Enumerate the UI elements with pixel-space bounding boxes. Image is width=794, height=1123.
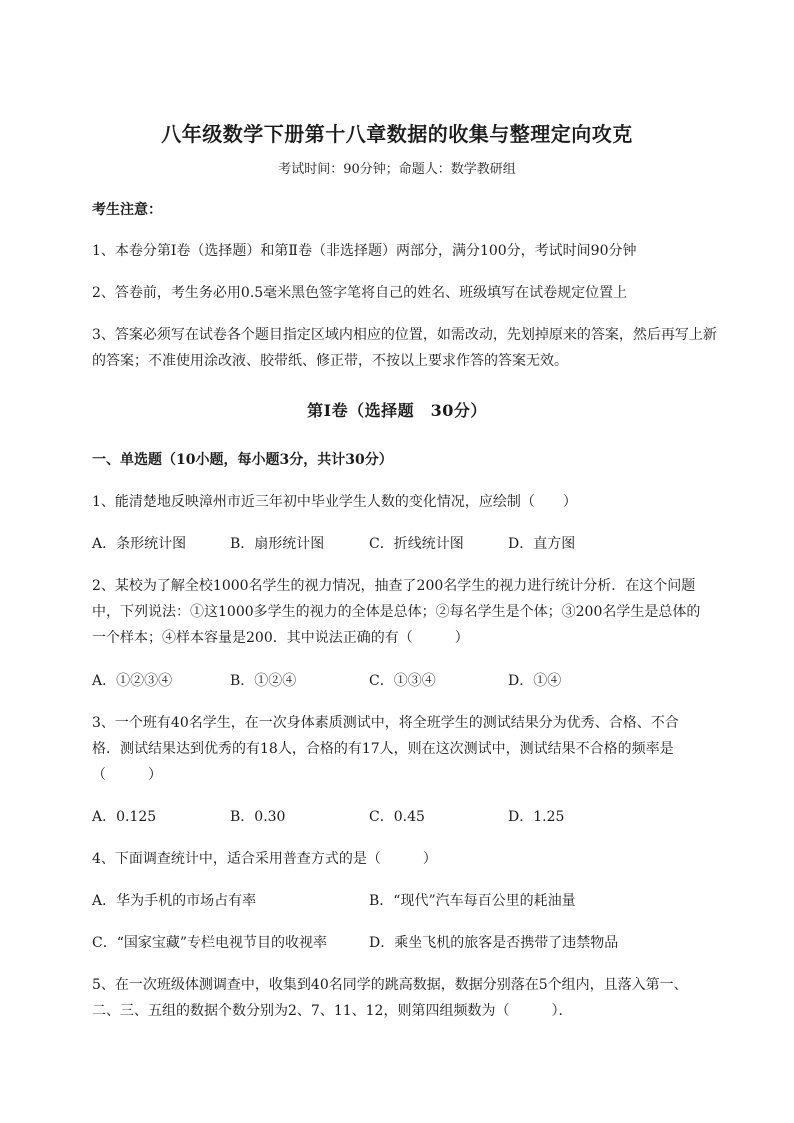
question-3-line-1: 3、一个班有40名学生，在一次身体素质测试中，将全班学生的测试结果分为优秀、合格、不合 (92, 715, 679, 731)
question-4-stem: 4、下面调查统计中，适合采用普查方式的是（ ） (92, 851, 437, 867)
question-3-option-d[interactable]: D．1.25 (508, 809, 565, 825)
question-3-option-b[interactable]: B．0.30 (230, 809, 286, 825)
notice-item-2: 2、答卷前，考生务必用0.5毫米黑色签字笔将自己的姓名、班级填写在试卷规定位置上 (92, 285, 628, 301)
question-2-option-a[interactable]: A．①②③④ (92, 673, 173, 689)
part-heading: 一、单选题（10小题，每小题3分，共计30分） (92, 452, 393, 468)
notice-item-3-line-1: 3、答案必须写在试卷各个题目指定区域内相应的位置，如需改动，先划掉原来的答案，然后再写上新 (92, 327, 717, 343)
question-2-line-2: 中，下列说法：①这1000多学生的视力的全体是总体；②每名学生是个体；③200名学生是总体的 (92, 604, 701, 620)
notice-item-1: 1、本卷分第I卷（选择题）和第Ⅱ卷（非选择题）两部分，满分100分，考试时间90分钟 (92, 243, 637, 259)
question-3-option-a[interactable]: A．0.125 (92, 809, 157, 825)
question-3-line-3: （ ） (92, 767, 162, 783)
question-1-option-b[interactable]: B．扇形统计图 (230, 536, 325, 552)
notice-heading: 考生注意： (92, 202, 162, 218)
question-3-option-c[interactable]: C．0.45 (369, 809, 425, 825)
question-2-option-d[interactable]: D．①④ (508, 673, 562, 689)
question-2-line-3: 一个样本；④样本容量是200．其中说法正确的有（ ） (92, 630, 469, 646)
page-title: 八年级数学下册第十八章数据的收集与整理定向攻克 (161, 122, 633, 146)
question-2-option-b[interactable]: B．①②④ (230, 673, 297, 689)
question-2-line-1: 2、某校为了解全校1000名学生的视力情况，抽查了200名学生的视力进行统计分析．在这个问题 (92, 578, 696, 594)
question-4-option-b[interactable]: B．“现代”汽车每百公里的耗油量 (369, 893, 576, 909)
question-1-option-c[interactable]: C．折线统计图 (369, 536, 464, 552)
question-5-line-2: 二、三、五组的数据个数分别为2、7、11、12，则第四组频数为（ ）． (92, 1003, 573, 1019)
question-5-line-1: 5、在一次班级体测调查中，收集到40名同学的跳高数据，数据分别落在5个组内，且落入第一、 (92, 977, 688, 993)
question-1-stem: 1、能清楚地反映漳州市近三年初中毕业学生人数的变化情况，应绘制（ ） (92, 494, 577, 510)
question-4-option-a[interactable]: A．华为手机的市场占有率 (92, 893, 257, 909)
question-3-line-2: 格．测试结果达到优秀的有18人，合格的有17人，则在这次测试中，测试结果不合格的频率是 (92, 741, 674, 757)
exam-info: 考试时间：90分钟；命题人：数学教研组 (278, 162, 516, 177)
question-4-option-d[interactable]: D．乘坐飞机的旅客是否携带了违禁物品 (369, 935, 619, 951)
question-2-option-c[interactable]: C．①③④ (369, 673, 436, 689)
notice-item-3-line-2: 的答案；不准使用涂改液、胶带纸、修正带，不按以上要求作答的答案无效。 (92, 353, 568, 369)
question-1-option-a[interactable]: A．条形统计图 (92, 536, 187, 552)
section-title: 第I卷（选择题 30分） (307, 401, 487, 420)
question-1-option-d[interactable]: D．直方图 (508, 536, 576, 552)
question-4-option-c[interactable]: C．“国家宝藏”专栏电视节目的收视率 (92, 935, 328, 951)
